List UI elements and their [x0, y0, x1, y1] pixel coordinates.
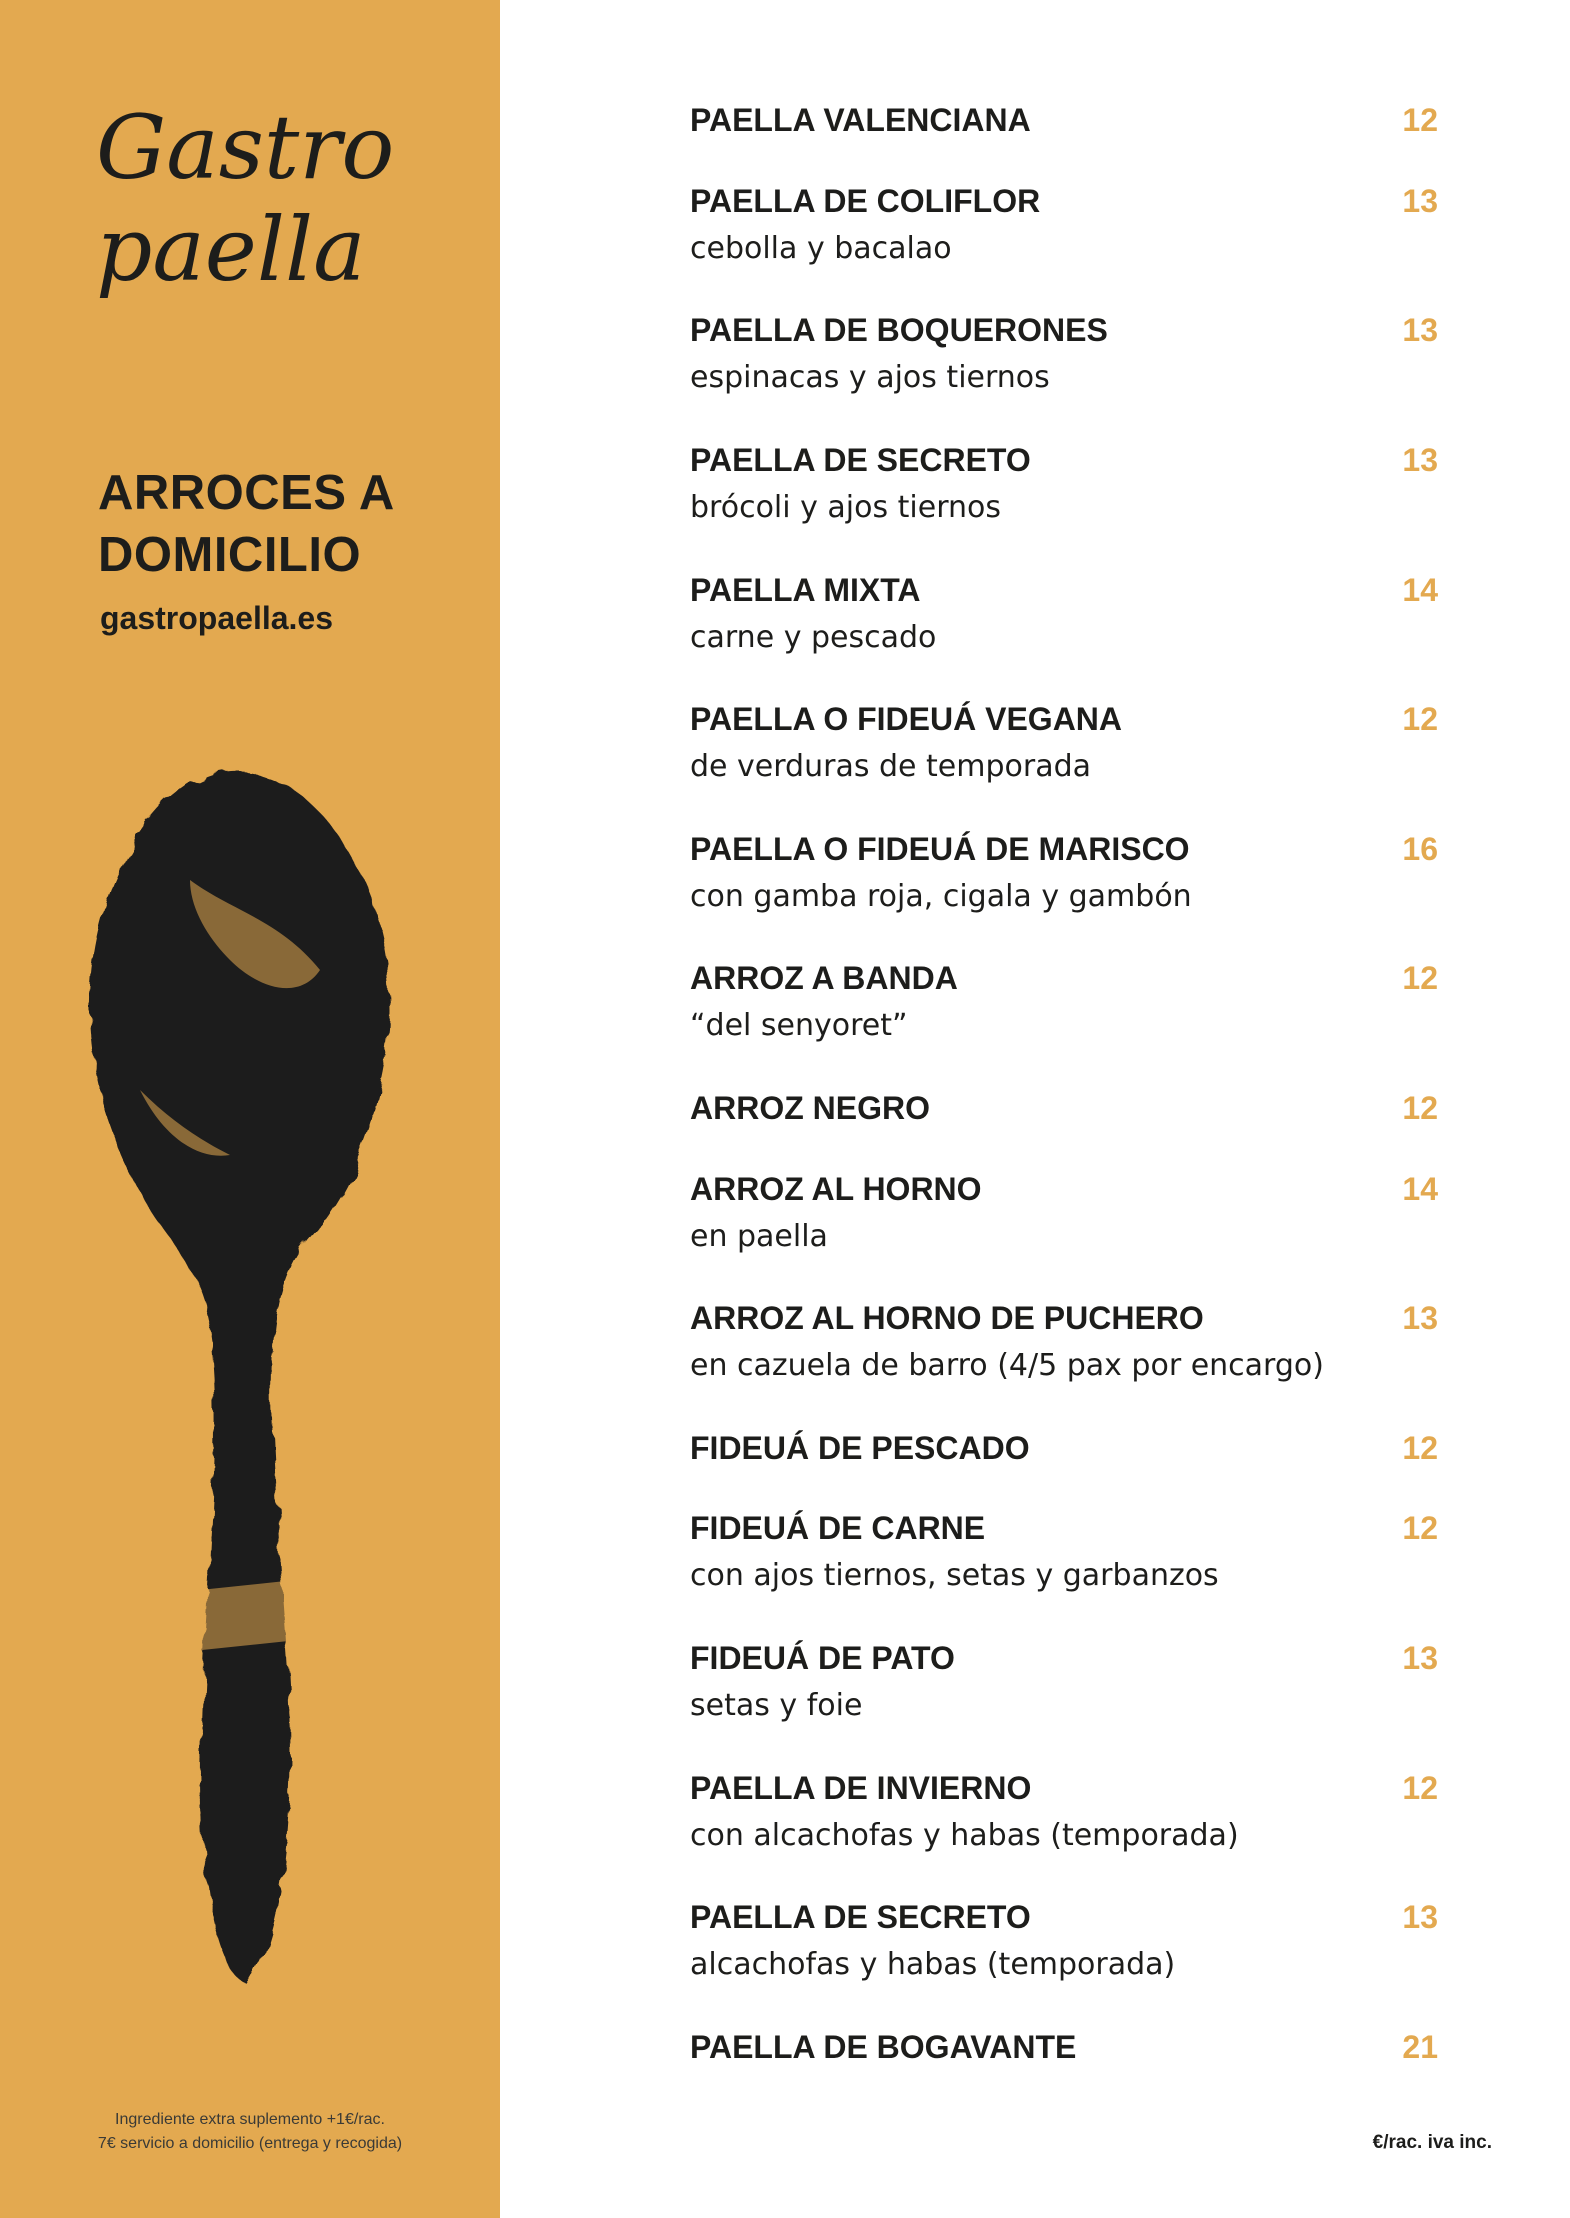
dish-price: 16	[1402, 831, 1438, 867]
dish-description: brócoli y ajos tiernos	[690, 490, 1002, 525]
dish-description: setas y foie	[690, 1688, 863, 1723]
dish-price: 13	[1402, 1899, 1438, 1935]
dish-price: 12	[1402, 102, 1438, 138]
dish-name: ARROZ A BANDA	[690, 960, 958, 996]
dish-name: ARROZ NEGRO	[690, 1090, 930, 1126]
website-link[interactable]: gastropaella.es	[100, 600, 333, 636]
dish-price: 12	[1402, 1430, 1438, 1466]
dish-name: PAELLA MIXTA	[690, 572, 921, 608]
dish-name: ARROZ AL HORNO	[690, 1171, 982, 1207]
dish-price: 12	[1402, 1510, 1438, 1546]
dish-price: 14	[1402, 572, 1438, 608]
dish-name: PAELLA DE INVIERNO	[690, 1770, 1032, 1806]
dish-description: alcachofas y habas (temporada)	[690, 1947, 1176, 1982]
dish-name: PAELLA DE SECRETO	[690, 1899, 1031, 1935]
dish-price: 12	[1402, 1770, 1438, 1806]
dish-name: PAELLA O FIDEUÁ VEGANA	[690, 701, 1123, 737]
dish-price: 13	[1402, 442, 1438, 478]
dish-price: 13	[1402, 183, 1438, 219]
gastropaella-logo	[92, 90, 402, 330]
dish-price: 13	[1402, 312, 1438, 348]
logo-line-1: Gastro	[96, 96, 395, 199]
dish-name: PAELLA DE COLIFLOR	[690, 183, 1041, 219]
dish-price: 12	[1402, 701, 1438, 737]
dish-name: PAELLA O FIDEUÁ DE MARISCO	[690, 831, 1190, 867]
spoon-illustration	[80, 760, 410, 2010]
dish-name: PAELLA DE BOGAVANTE	[690, 2029, 1077, 2065]
dish-name: FIDEUÁ DE CARNE	[690, 1510, 986, 1546]
price-note: €/rac. iva inc.	[1372, 2132, 1492, 2153]
footnote	[0, 2108, 500, 2156]
dish-description: con ajos tiernos, setas y garbanzos	[690, 1558, 1219, 1593]
brand-sidebar	[0, 0, 500, 2218]
dish-name: FIDEUÁ DE PESCADO	[690, 1430, 1030, 1466]
dish-description: en paella	[690, 1219, 828, 1254]
dish-name: PAELLA VALENCIANA	[690, 102, 1031, 138]
dish-price: 14	[1402, 1171, 1438, 1207]
dish-price: 21	[1402, 2029, 1438, 2065]
page-heading: ARROCES A DOMICILIO	[98, 466, 395, 582]
dish-description: cebolla y bacalao	[690, 231, 952, 266]
dish-price: 12	[1402, 960, 1438, 996]
dish-price: 13	[1402, 1640, 1438, 1676]
logo-line-2: paella	[96, 198, 366, 301]
dish-description: carne y pescado	[690, 620, 937, 655]
dish-name: FIDEUÁ DE PATO	[690, 1640, 955, 1676]
dish-description: espinacas y ajos tiernos	[690, 360, 1050, 395]
dish-description: de verduras de temporada	[690, 749, 1092, 784]
dish-description: en cazuela de barro (4/5 pax por encargo)	[690, 1348, 1324, 1383]
dish-price: 12	[1402, 1090, 1438, 1126]
dish-price: 13	[1402, 1300, 1438, 1336]
dish-description: con alcachofas y habas (temporada)	[690, 1818, 1239, 1853]
dish-name: ARROZ AL HORNO DE PUCHERO	[690, 1300, 1204, 1336]
dish-name: PAELLA DE BOQUERONES	[690, 312, 1108, 348]
dish-description: con gamba roja, cigala y gambón	[690, 879, 1192, 914]
dish-name: PAELLA DE SECRETO	[690, 442, 1031, 478]
dish-description: “del senyoret”	[690, 1008, 908, 1043]
footnote-delivery: 7€ servicio a domicilio (entrega y recogida)	[97, 2135, 403, 2152]
footnote-extra-ingredient: Ingrediente extra suplemento +1€/rac.	[115, 2111, 385, 2128]
